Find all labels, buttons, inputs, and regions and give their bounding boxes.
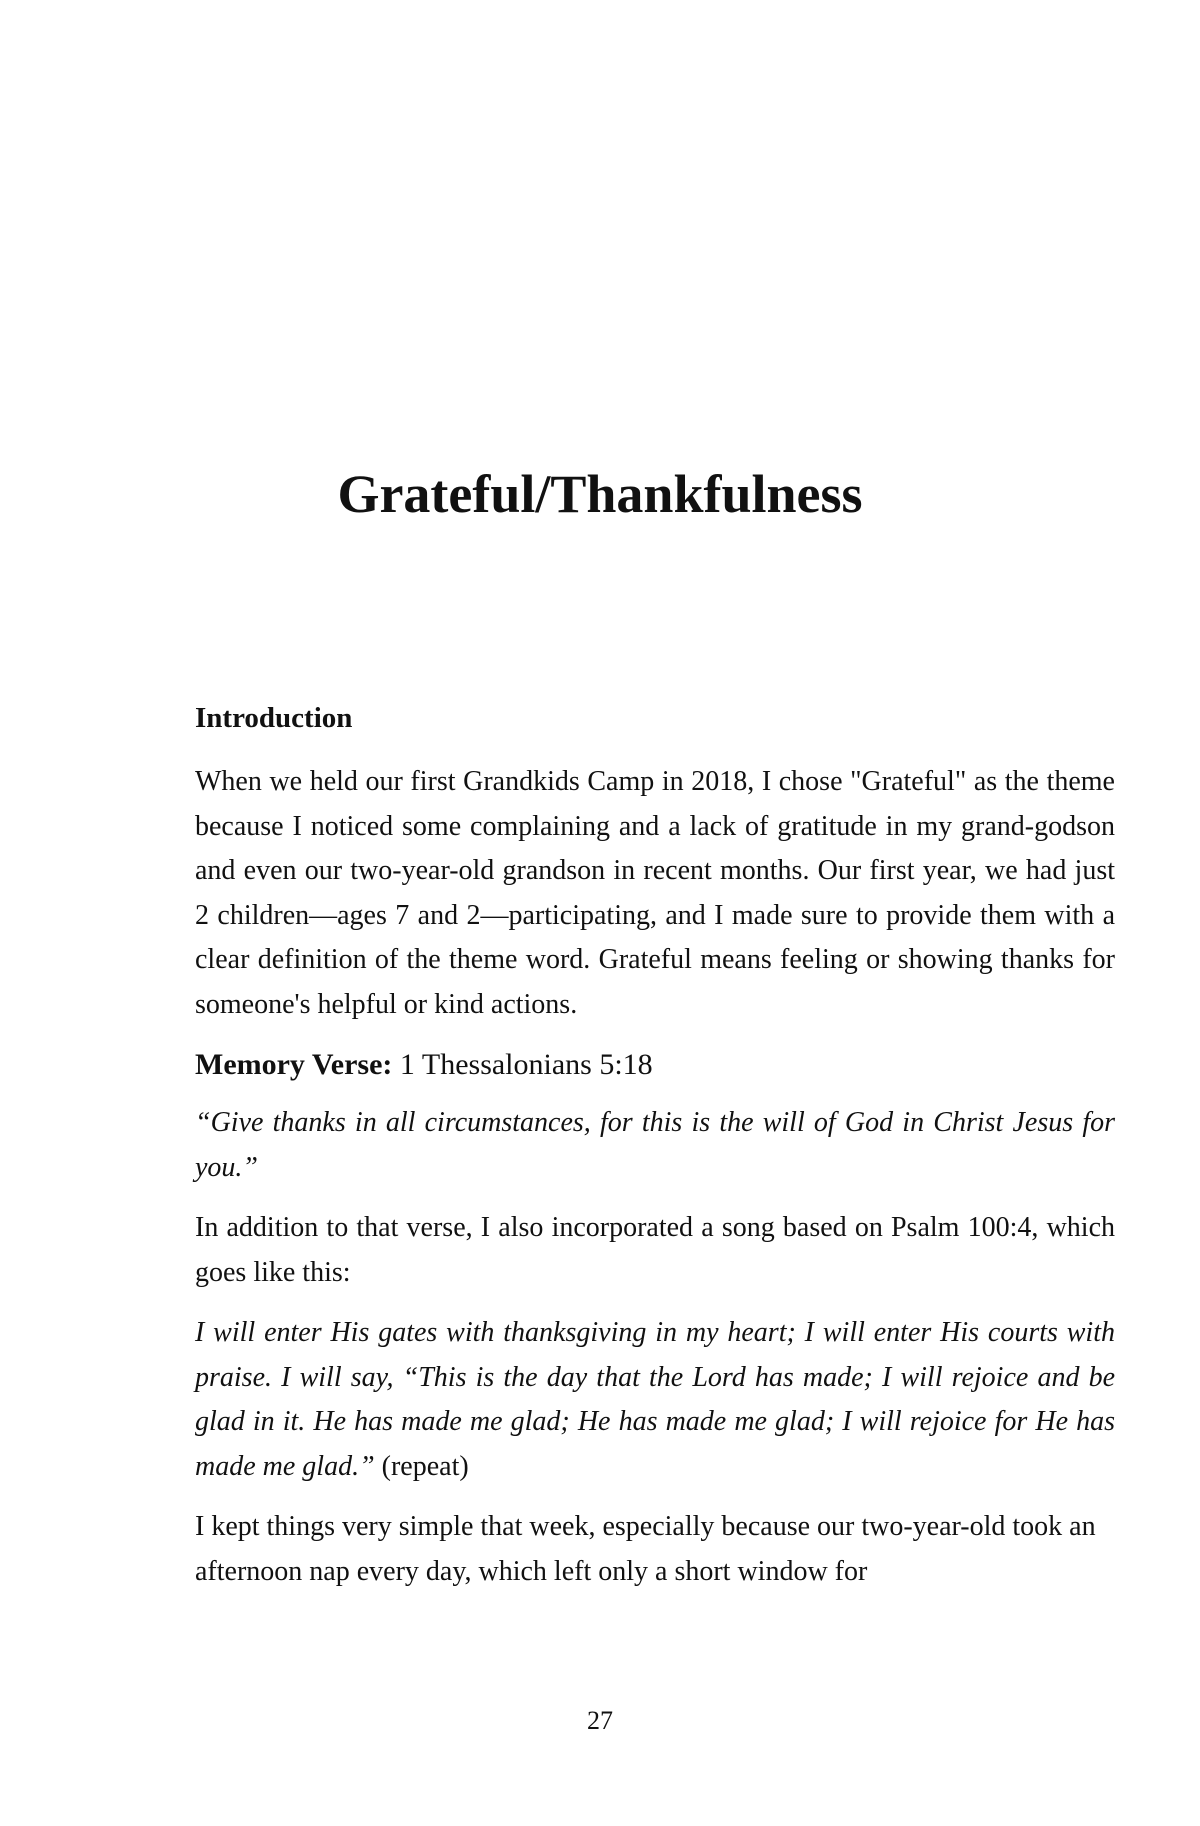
section-heading-introduction: Introduction (195, 702, 353, 734)
repeat-note: (repeat) (381, 1450, 469, 1482)
song-lyrics: I will enter His gates with thanksgiving in my heart; I will enter His courts with praise. I will say, “This is the day that the Lord has made; I will rejoice and be glad in it. He has made me glad; He has made me glad; I will rejoice for He has made me glad.” (195, 1317, 1115, 1482)
memory-verse-text: “Give thanks in all circumstances, for this is the will of God in Christ Jesus for you.” (195, 1107, 1115, 1183)
memory-verse-line (195, 1043, 1115, 1087)
song-lyrics-paragraph (195, 1311, 1115, 1489)
chapter-title: Grateful/Thankfulness (337, 464, 863, 524)
memory-verse-label: Memory Verse: (195, 1048, 393, 1081)
memory-verse-reference: 1 Thessalonians 5:18 (399, 1048, 653, 1081)
introduction-paragraph: When we held our first Grandkids Camp in 2018, I chose "Grateful" as the theme because I noticed some complaining and a lack of gratitude in my grand-godson and even our two-year-old grandson in recent months. Our first year, we had just 2 children—ages 7 and 2—participating, and I made sure to provide them with a clear definition of the theme word. Grateful means feeling or showing thanks for someone's helpful or kind actions. (195, 766, 1115, 1020)
closing-paragraph: I kept things very simple that week, especially because our two-year-old took an afternoon nap every day, which left only a short window for (195, 1511, 1096, 1587)
page-number: 27 (587, 1706, 613, 1735)
body-text (195, 700, 1115, 1610)
song-intro-paragraph: In addition to that verse, I also incorporated a song based on Psalm 100:4, which goes like this: (195, 1212, 1115, 1288)
